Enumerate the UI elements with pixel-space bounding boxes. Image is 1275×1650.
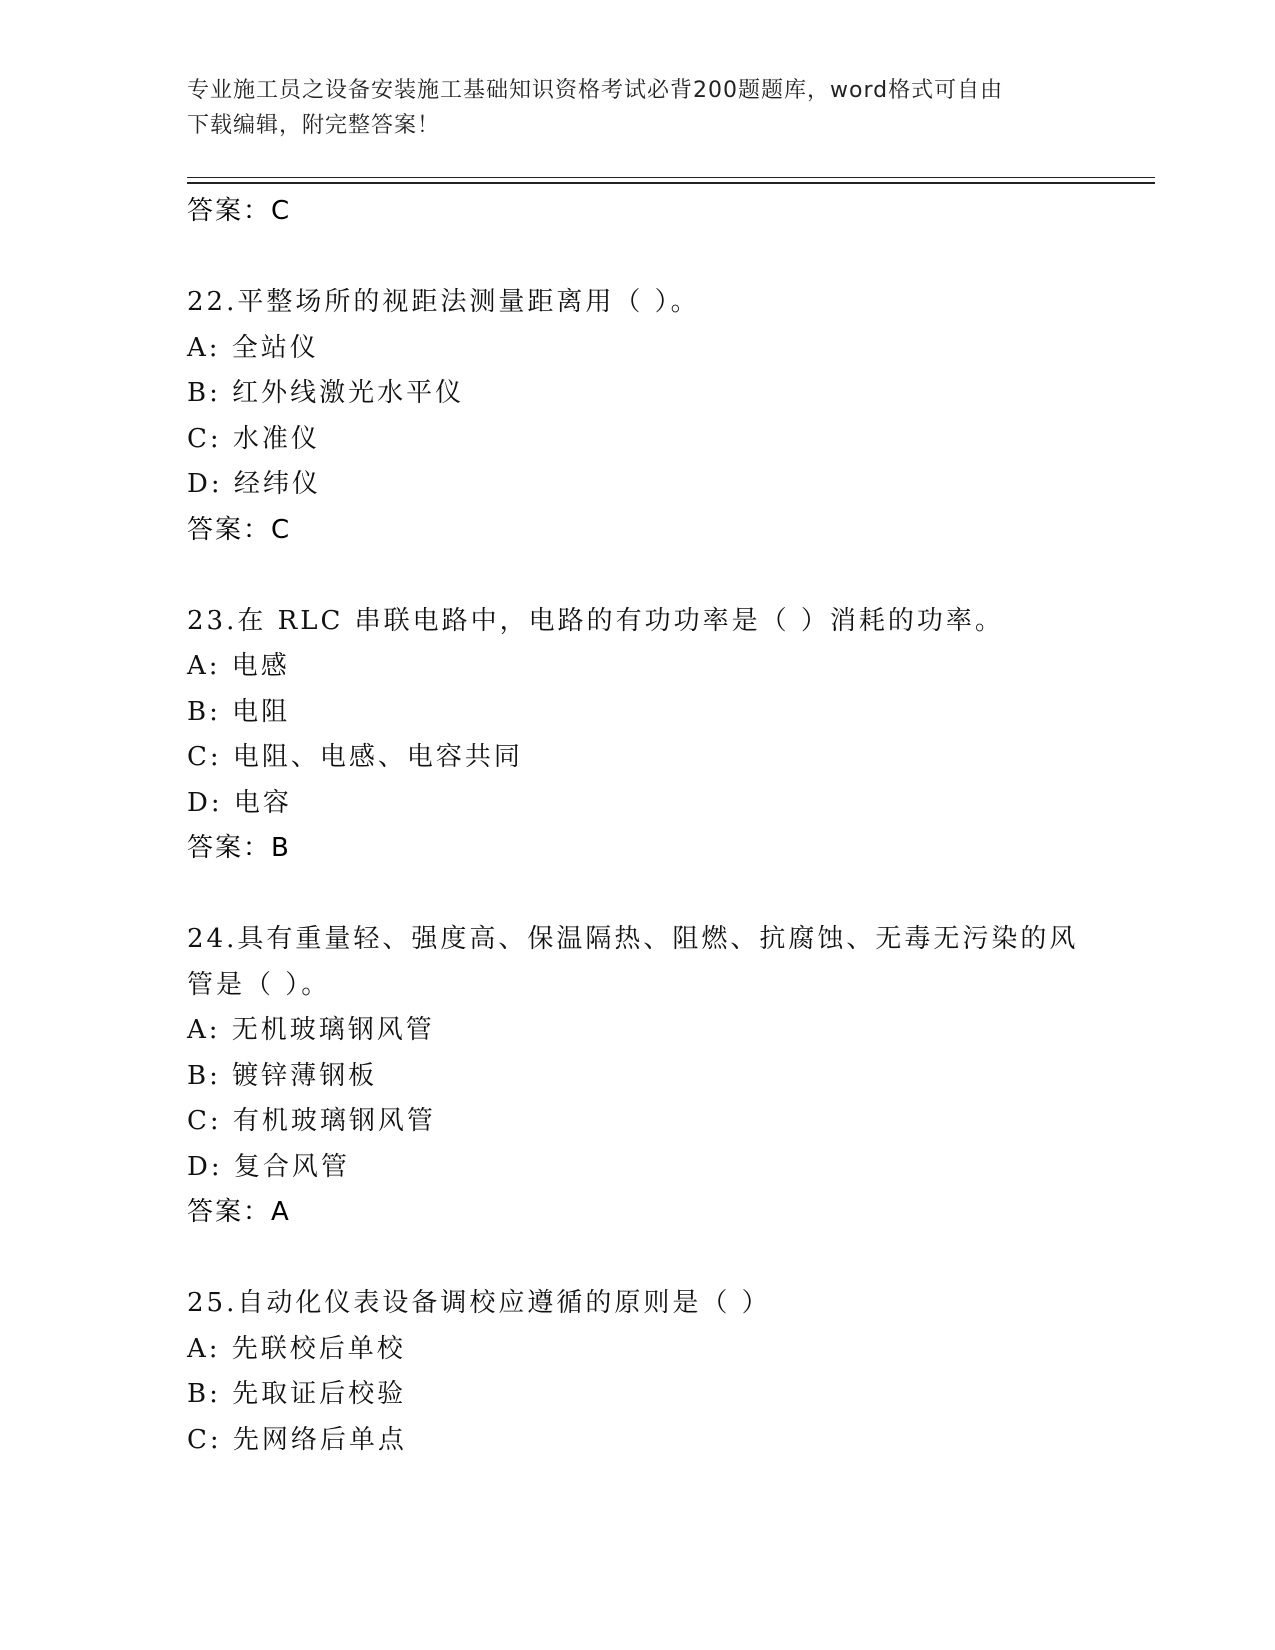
- question-22: [187, 280, 1087, 553]
- header-line-1: 专业施工员之设备安装施工基础知识资格考试必背200题题库，word格式可自由: [187, 78, 1004, 103]
- question-list: [187, 189, 1087, 1463]
- option-b: B: 先取证后校验: [187, 1379, 407, 1409]
- question-25: [187, 1281, 1087, 1463]
- option-c: C: 水准仪: [187, 423, 320, 454]
- header-divider-thin: [187, 177, 1155, 178]
- option-c: C: 先网络后单点: [187, 1424, 407, 1455]
- option-b: B: 红外线激光水平仪: [187, 378, 465, 408]
- option-d: D: 复合风管: [187, 1151, 350, 1182]
- option-a: A: 先联校后单校: [187, 1333, 406, 1364]
- question-title: 23.在 RLC 串联电路中，电路的有功功率是（ ）消耗的功率。: [187, 605, 1004, 636]
- option-b: B: 电阻: [187, 696, 291, 727]
- answer: 答案：B: [187, 833, 291, 863]
- answer: 答案：A: [187, 1197, 291, 1227]
- question-title-line-1: 24.具有重量轻、强度高、保温隔热、阻燃、抗腐蚀、无毒无污染的风: [187, 924, 1079, 954]
- option-a: A: 电感: [187, 651, 290, 681]
- header-divider-thick: [187, 182, 1155, 184]
- answer: 答案：C: [187, 514, 292, 545]
- document-header: [187, 73, 1067, 143]
- option-b: B: 镀锌薄钢板: [187, 1060, 378, 1091]
- option-c: C: 电阻、电感、电容共同: [187, 742, 523, 772]
- option-a: A: 全站仪: [187, 332, 319, 363]
- previous-answer: 答案：C: [187, 196, 292, 226]
- question-title: 25.自动化仪表设备调校应遵循的原则是（ ）: [187, 1288, 771, 1318]
- option-a: A: 无机玻璃钢风管: [187, 1015, 435, 1045]
- question-title-line-2: 管是（ ）。: [187, 969, 331, 1000]
- option-d: D: 经纬仪: [187, 469, 321, 499]
- question-23: [187, 599, 1087, 872]
- question-24: [187, 917, 1087, 1236]
- option-c: C: 有机玻璃钢风管: [187, 1106, 436, 1136]
- header-line-2: 下载编辑，附完整答案！: [187, 113, 441, 138]
- option-d: D: 电容: [187, 787, 292, 818]
- question-title: 22.平整场所的视距法测量距离用（ ）。: [187, 287, 700, 317]
